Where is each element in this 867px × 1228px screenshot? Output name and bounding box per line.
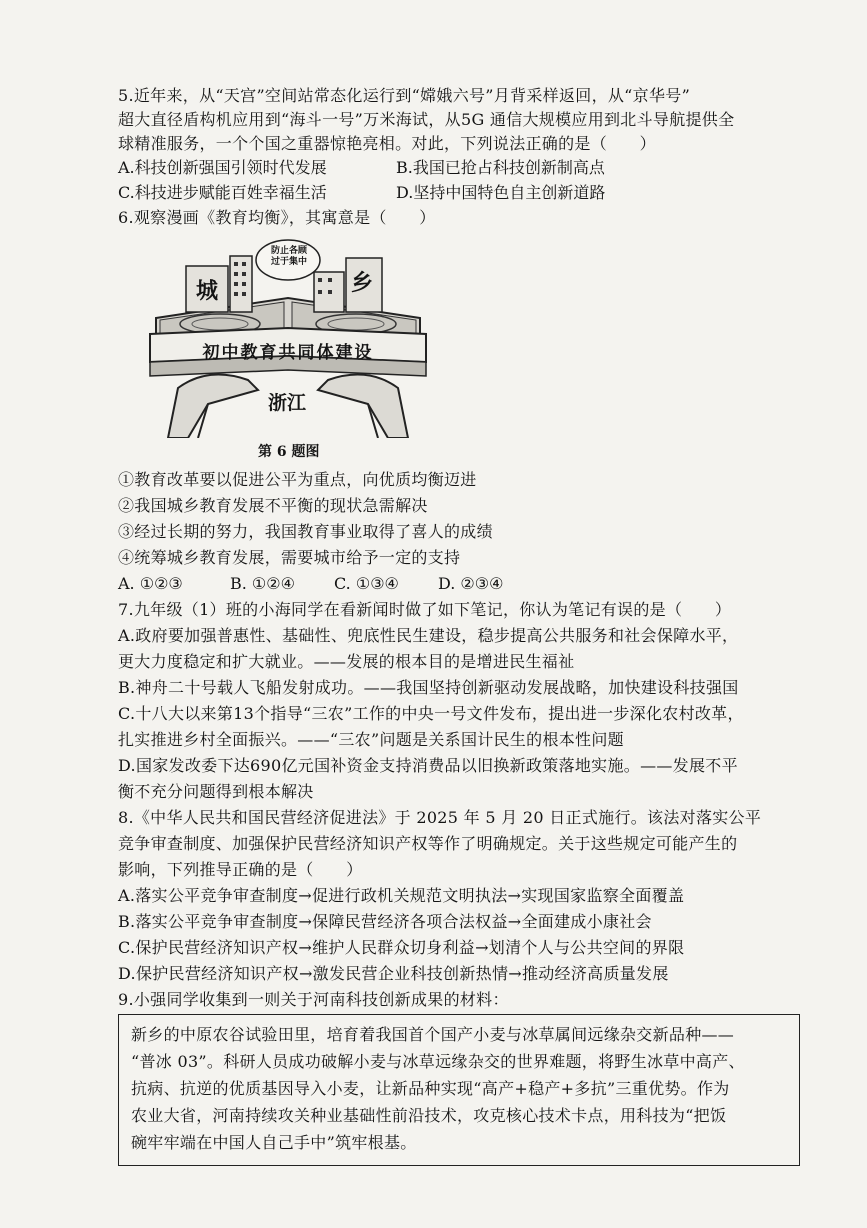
cartoon-village-label: 乡 <box>351 270 374 296</box>
q6-statement-2: ②我国城乡教育发展不平衡的现状急需解决 <box>118 496 428 515</box>
q9-material-line-5: 碗牢牢端在中国人自己手中”筑牢根基。 <box>131 1133 417 1152</box>
education-balance-cartoon <box>138 238 438 438</box>
q8-option-d: D.保护民营经济知识产权→激发民营企业科技创新热情→推动经济高质量发展 <box>118 964 669 983</box>
q9-material-line-2: “普冰 03”。科研人员成功破解小麦与冰草远缘杂交的世界难题，将野生冰草中高产、 <box>131 1052 745 1071</box>
q6-option-d: D. ②③④ <box>438 574 504 593</box>
q7-option-c-line-2: 扎实推进乡村全面振兴。——“三农”问题是关系国计民生的根本性问题 <box>118 730 624 749</box>
q8-option-c: C.保护民营经济知识产权→维护人民群众切身利益→划清个人与公共空间的界限 <box>118 938 685 957</box>
q5-stem-line-2: 超大直径盾构机应用到“海斗一号”万米海试，从5G 通信大规模应用到北斗导航提供全 <box>118 110 735 129</box>
q5-option-b: B.我国已抢占科技创新制高点 <box>396 158 605 177</box>
q6-option-c: C. ①③④ <box>334 574 399 593</box>
cartoon-province-label: 浙江 <box>268 392 307 414</box>
q7-option-d-line-2: 衡不充分问题得到根本解决 <box>118 782 314 801</box>
q5-stem-line-1: 5.近年来，从“天宫”空间站常态化运行到“嫦娥六号”月背采样返回，从“京华号” <box>118 86 691 105</box>
cartoon-banner-text: 初中教育共同体建设 <box>202 343 374 363</box>
q6-options-row <box>118 574 758 596</box>
q5-options-row-2 <box>118 183 758 205</box>
q6-stem: 6.观察漫画《教育均衡》，其寓意是（ ） <box>118 208 436 227</box>
q7-option-a-line-2: 更大力度稳定和扩大就业。——发展的根本目的是增进民生福祉 <box>118 652 575 671</box>
cartoon-speech-bubble-text: 防止各顾 过于集中 <box>270 246 307 267</box>
q9-stem: 9.小强同学收集到一则关于河南科技创新成果的材料： <box>118 990 509 1009</box>
q5-stem-line-3: 球精准服务，一个个国之重器惊艳亮相。对此，下列说法正确的是（ ） <box>118 134 656 153</box>
q5-option-d: D.坚持中国特色自主创新道路 <box>396 183 606 202</box>
q7-option-a-line-1: A.政府要加强普惠性、基础性、兜底性民生建设，稳步提高公共服务和社会保障水平， <box>118 626 739 645</box>
q8-stem-line-3: 影响，下列推导正确的是（ ） <box>118 860 363 879</box>
q5-option-a: A.科技创新强国引领时代发展 <box>118 158 327 177</box>
q6-statement-1: ①教育改革要以促进公平为重点，向优质均衡迈进 <box>118 470 477 489</box>
q8-option-a: A.落实公平竞争审查制度→促进行政机关规范文明执法→实现国家监察全面覆盖 <box>118 886 685 905</box>
q6-option-a: A. ①②③ <box>118 574 183 593</box>
q9-material-line-4: 农业大省，河南持续攻关种业基础性前沿技术，攻克核心技术卡点，用科技为“把饭 <box>131 1106 727 1125</box>
q7-option-b: B.神舟二十号载人飞船发射成功。——我国坚持创新驱动发展战略，加快建设科技强国 <box>118 678 739 697</box>
q9-material-line-3: 抗病、抗逆的优质基因导入小麦，让新品种实现“高产+稳产+多抗”三重优势。作为 <box>131 1079 730 1098</box>
q6-statement-3: ③经过长期的努力，我国教育事业取得了喜人的成绩 <box>118 522 493 541</box>
q6-statement-4: ④统筹城乡教育发展，需要城市给予一定的支持 <box>118 548 461 567</box>
q8-stem-line-2: 竞争审查制度、加强保护民营经济知识产权等作了明确规定。关于这些规定可能产生的 <box>118 834 738 853</box>
q8-stem-line-1: 8.《中华人民共和国民营经济促进法》于 2025 年 5 月 20 日正式施行。该法对落实公平 <box>118 808 762 827</box>
figure-caption: 第 6 题图 <box>258 444 320 460</box>
q9-material-box <box>118 1014 800 1166</box>
q5-option-c: C.科技进步赋能百姓幸福生活 <box>118 183 327 202</box>
q7-stem: 7.九年级（1）班的小海同学在看新闻时做了如下笔记，你认为笔记有误的是（ ） <box>118 600 732 619</box>
cartoon-city-label: 城 <box>196 278 219 304</box>
q7-option-c-line-1: C.十八大以来第13个指导“三农”工作的中央一号文件发布，提出进一步深化农村改革， <box>118 704 744 723</box>
q7-option-d-line-1: D.国家发改委下达690亿元国补资金支持消费品以旧换新政策落地实施。——发展不平 <box>118 756 738 775</box>
q6-option-b: B. ①②④ <box>230 574 295 593</box>
q5-options-row-1 <box>118 158 758 180</box>
q9-material-line-1: 新乡的中原农谷试验田里，培育着我国首个国产小麦与冰草属间远缘杂交新品种—— <box>131 1025 735 1044</box>
q8-option-b: B.落实公平竞争审查制度→保障民营经济各项合法权益→全面建成小康社会 <box>118 912 652 931</box>
